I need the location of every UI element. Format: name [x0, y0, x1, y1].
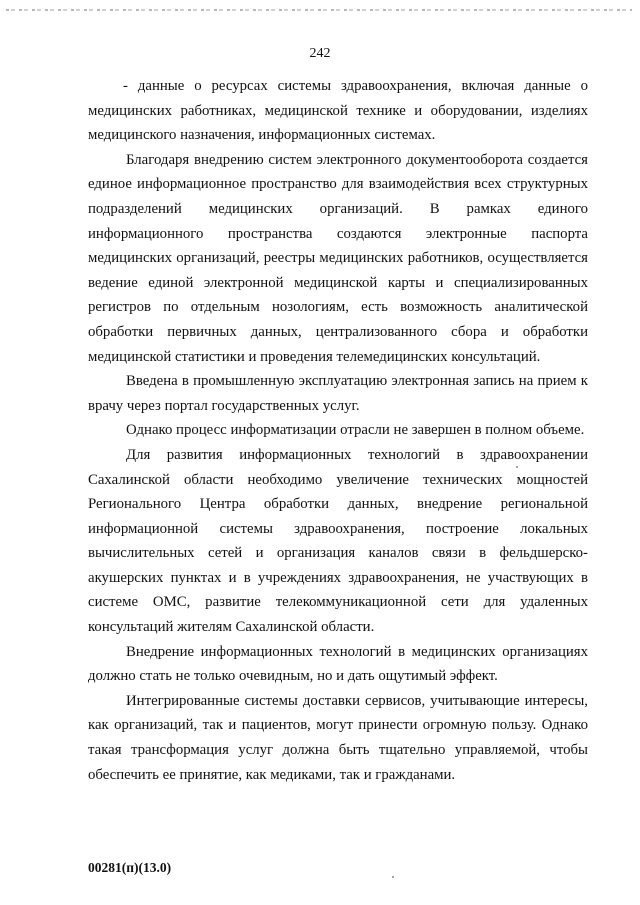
scan-speck [392, 876, 394, 878]
scan-top-edge [6, 9, 632, 11]
paragraph-it-effect: Внедрение информационных технологий в медицинских организациях должно стать не только очевидным, но и дать ощутимый эффект. [88, 643, 588, 685]
paragraph-resources: - данные о ресурсах системы здравоохранения, включая данные о медицинских работниках, медицинской технике и оборудовании, изделиях медицинского назначения, информационных системах. [88, 78, 588, 144]
page-number: 242 [309, 46, 331, 61]
footer-document-code: 00281(п)(13.0) [88, 860, 172, 875]
scan-speck [516, 466, 518, 468]
paragraph-development-needs: Для развития информационных технологий в здравоохранении Сахалинской области необходимо увеличение технических мощностей Регионального Центра обработки данных, внедрение региональной информационной системы здравоохранения, построение локальных вычислительных сетей и организация каналов связи в фельдшерско-акушерских пунктах и в учреждениях здравоохранения, не участвующих в системе ОМС, развитие телекоммуникационной сети для удаленных консультаций жителям Сахалинской области. [88, 446, 588, 636]
document-body [88, 74, 588, 787]
paragraph-document-flow: Благодаря внедрению систем электронного документооборота создается единое информационное пространство для взаимодействия всех структурных подразделений медицинских организаций. В рамках единого информационного пространства создаются электронные паспорта медицинских организаций, реестры медицинских работников, осуществляется ведение единой электронной медицинской карты и специализированных регистров по отдельным нозологиям, есть возможность аналитической обработки первичных данных, централизованного сбора и обработки медицинской статистики и проведения телемедицинских консультаций. [88, 151, 588, 365]
paragraph-integrated-systems: Интегрированные системы доставки сервисов, учитывающие интересы, как организаций, так и пациентов, могут принести огромную пользу. Однако такая трансформация услуг должна быть тщательно управляемой, чтобы обеспечить ее принятие, как медиками, так и гражданами. [88, 692, 588, 783]
paragraph-informatization-incomplete: Однако процесс информатизации отрасли не завершен в полном объеме. [126, 422, 585, 439]
paragraph-electronic-appointment: Введена в промышленную эксплуатацию электронная запись на прием к врачу через портал государственных услуг. [88, 373, 588, 414]
